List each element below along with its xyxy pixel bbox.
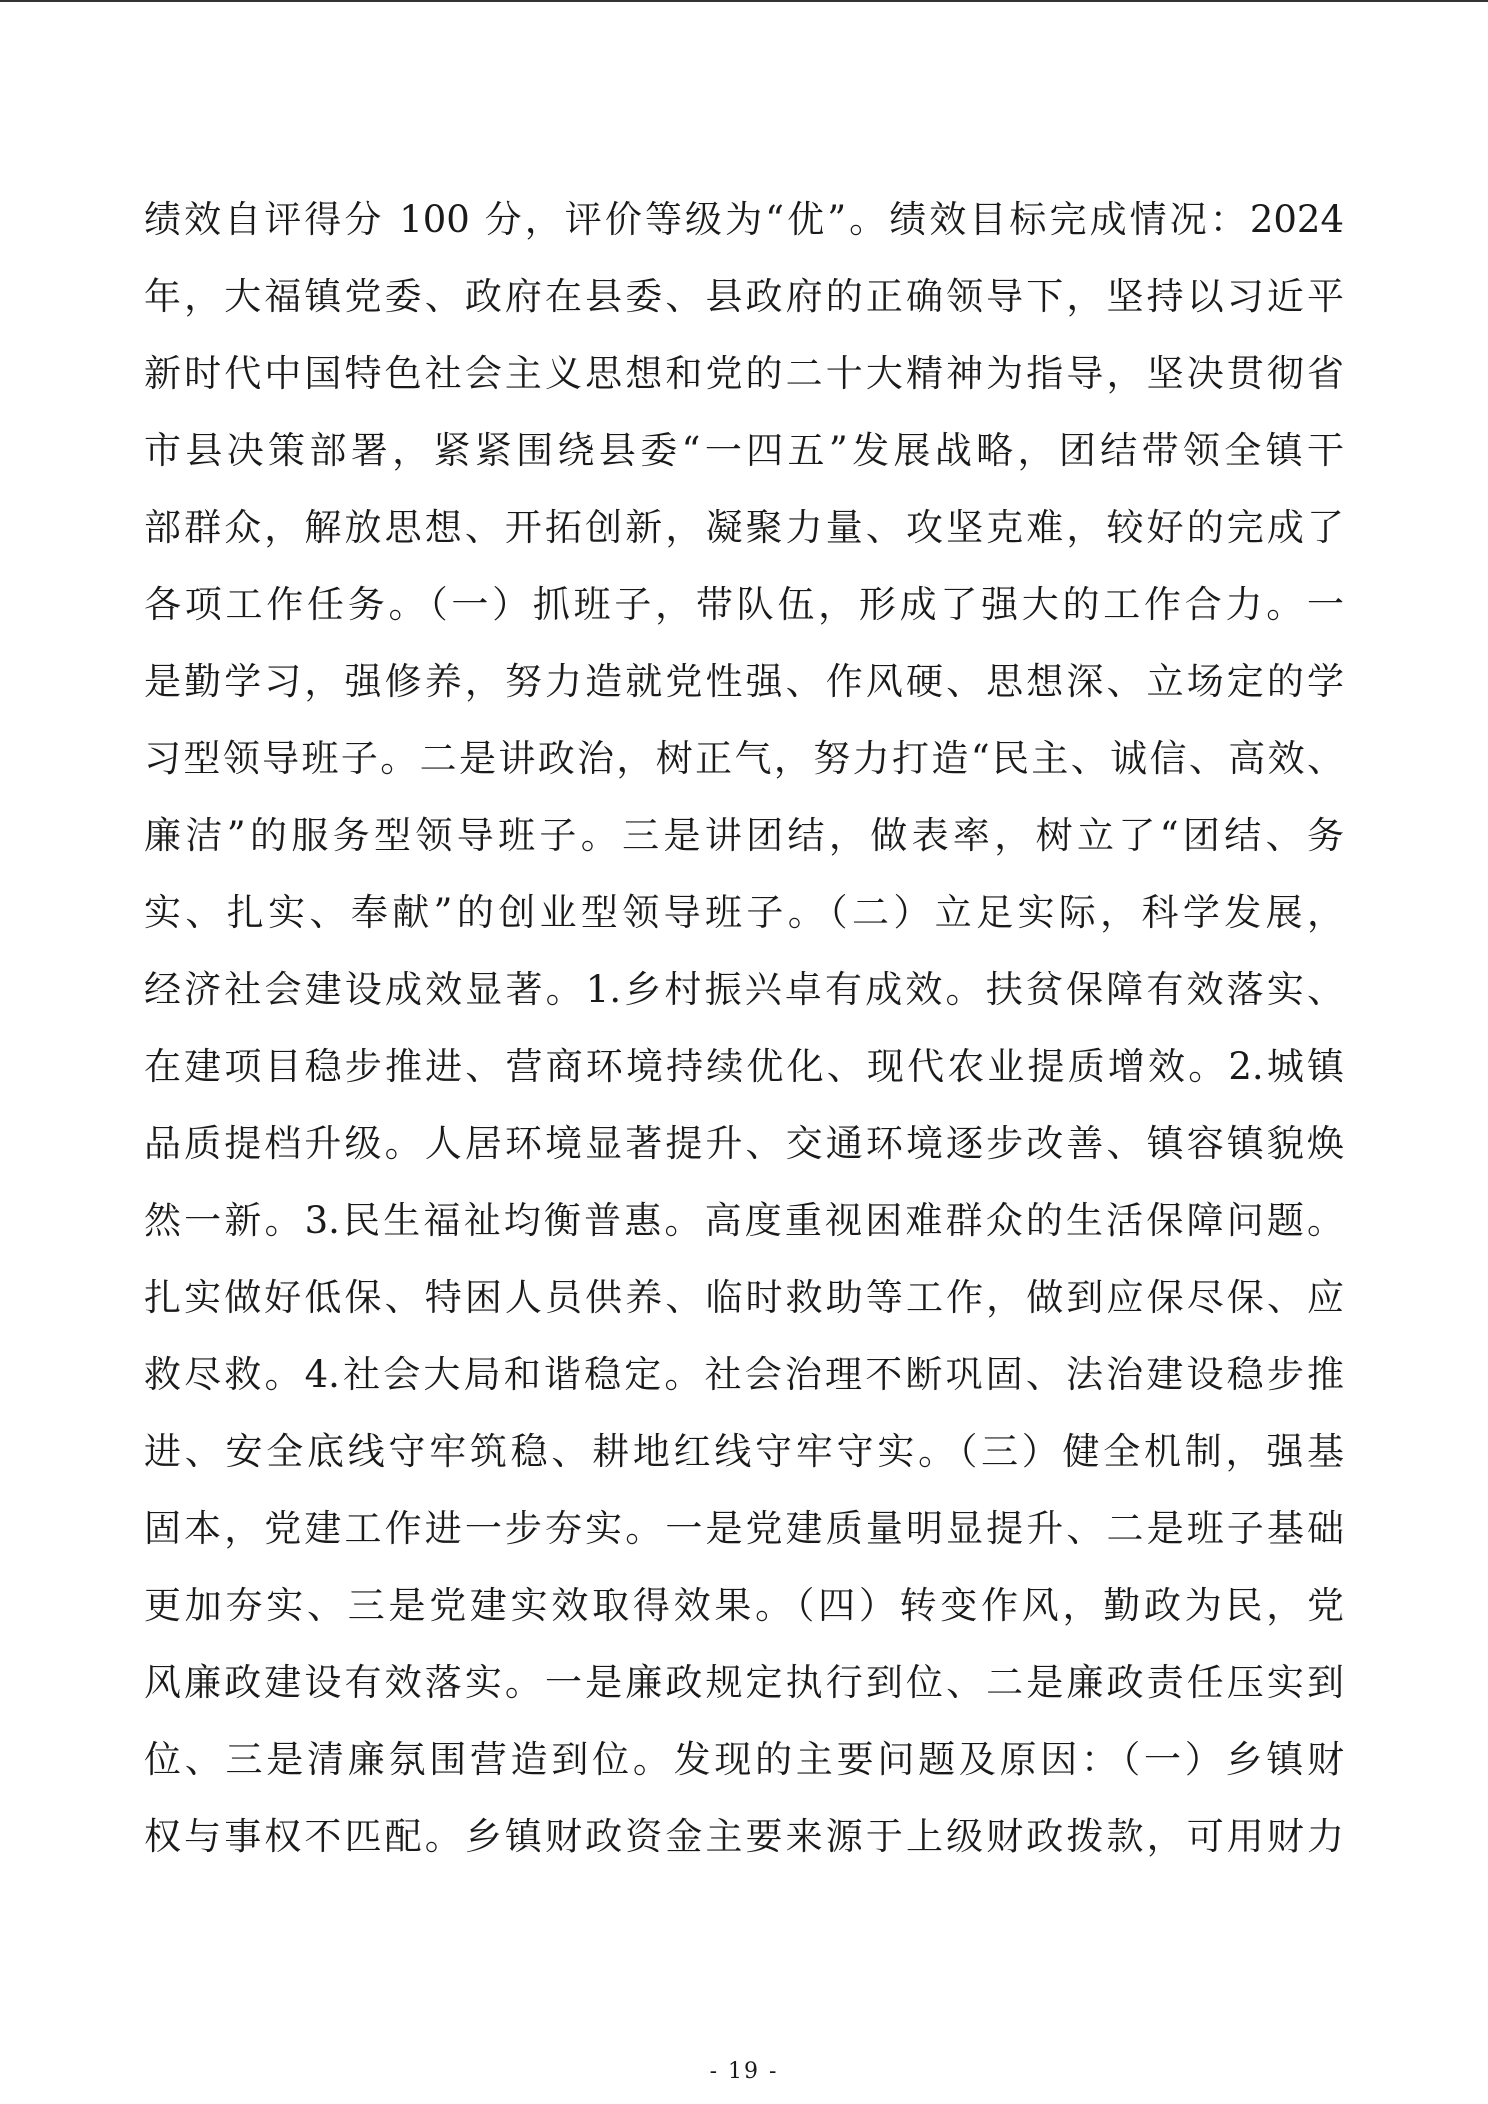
text-line-2: 年，大福镇党委、政府在县委、县政府的正确领导下，坚持以习近平 bbox=[144, 275, 1344, 318]
text-line-18: 固本，党建工作进一步夯实。一是党建质量明显提升、二是班子基础 bbox=[144, 1507, 1344, 1550]
text-line-16: 救尽救。4.社会大局和谐稳定。社会治理不断巩固、法治建设稳步推 bbox=[144, 1353, 1344, 1396]
text-line-10: 实、扎实、奉献”的创业型领导班子。（二）立足实际，科学发展， bbox=[144, 891, 1344, 934]
text-line-5: 部群众，解放思想、开拓创新，凝聚力量、攻坚克难，较好的完成了 bbox=[144, 506, 1344, 549]
text-line-20: 风廉政建设有效落实。一是廉政规定执行到位、二是廉政责任压实到 bbox=[144, 1661, 1344, 1704]
page-number: - 19 - bbox=[709, 2059, 779, 2084]
text-line-22: 权与事权不匹配。乡镇财政资金主要来源于上级财政拨款，可用财力 bbox=[144, 1815, 1344, 1858]
text-line-7: 是勤学习，强修养，努力造就党性强、作风硬、思想深、立场定的学 bbox=[144, 660, 1344, 703]
text-line-9: 廉洁”的服务型领导班子。三是讲团结，做表率，树立了“团结、务 bbox=[144, 814, 1344, 857]
text-line-8: 习型领导班子。二是讲政治，树正气，努力打造“民主、诚信、高效、 bbox=[144, 737, 1344, 780]
top-border-line bbox=[0, 0, 1488, 2]
text-line-6: 各项工作任务。（一）抓班子，带队伍，形成了强大的工作合力。一 bbox=[144, 583, 1344, 626]
text-line-1: 绩效自评得分 100 分，评价等级为“优”。绩效目标完成情况：2024 bbox=[144, 198, 1344, 241]
text-line-3: 新时代中国特色社会主义思想和党的二十大精神为指导，坚决贯彻省 bbox=[144, 352, 1344, 395]
text-line-21: 位、三是清廉氛围营造到位。发现的主要问题及原因：（一）乡镇财 bbox=[144, 1738, 1344, 1781]
text-line-4: 市县决策部署，紧紧围绕县委“一四五”发展战略，团结带领全镇干 bbox=[144, 429, 1344, 472]
text-line-17: 进、安全底线守牢筑稳、耕地红线守牢守实。（三）健全机制，强基 bbox=[144, 1430, 1344, 1473]
text-line-19: 更加夯实、三是党建实效取得效果。（四）转变作风，勤政为民，党 bbox=[144, 1584, 1344, 1627]
text-line-13: 品质提档升级。人居环境显著提升、交通环境逐步改善、镇容镇貌焕 bbox=[144, 1122, 1344, 1165]
text-line-14: 然一新。3.民生福祉均衡普惠。高度重视困难群众的生活保障问题。 bbox=[144, 1199, 1344, 1242]
text-line-12: 在建项目稳步推进、营商环境持续优化、现代农业提质增效。2.城镇 bbox=[144, 1045, 1344, 1088]
text-line-11: 经济社会建设成效显著。1.乡村振兴卓有成效。扶贫保障有效落实、 bbox=[144, 968, 1344, 1011]
text-line-15: 扎实做好低保、特困人员供养、临时救助等工作，做到应保尽保、应 bbox=[144, 1276, 1344, 1319]
